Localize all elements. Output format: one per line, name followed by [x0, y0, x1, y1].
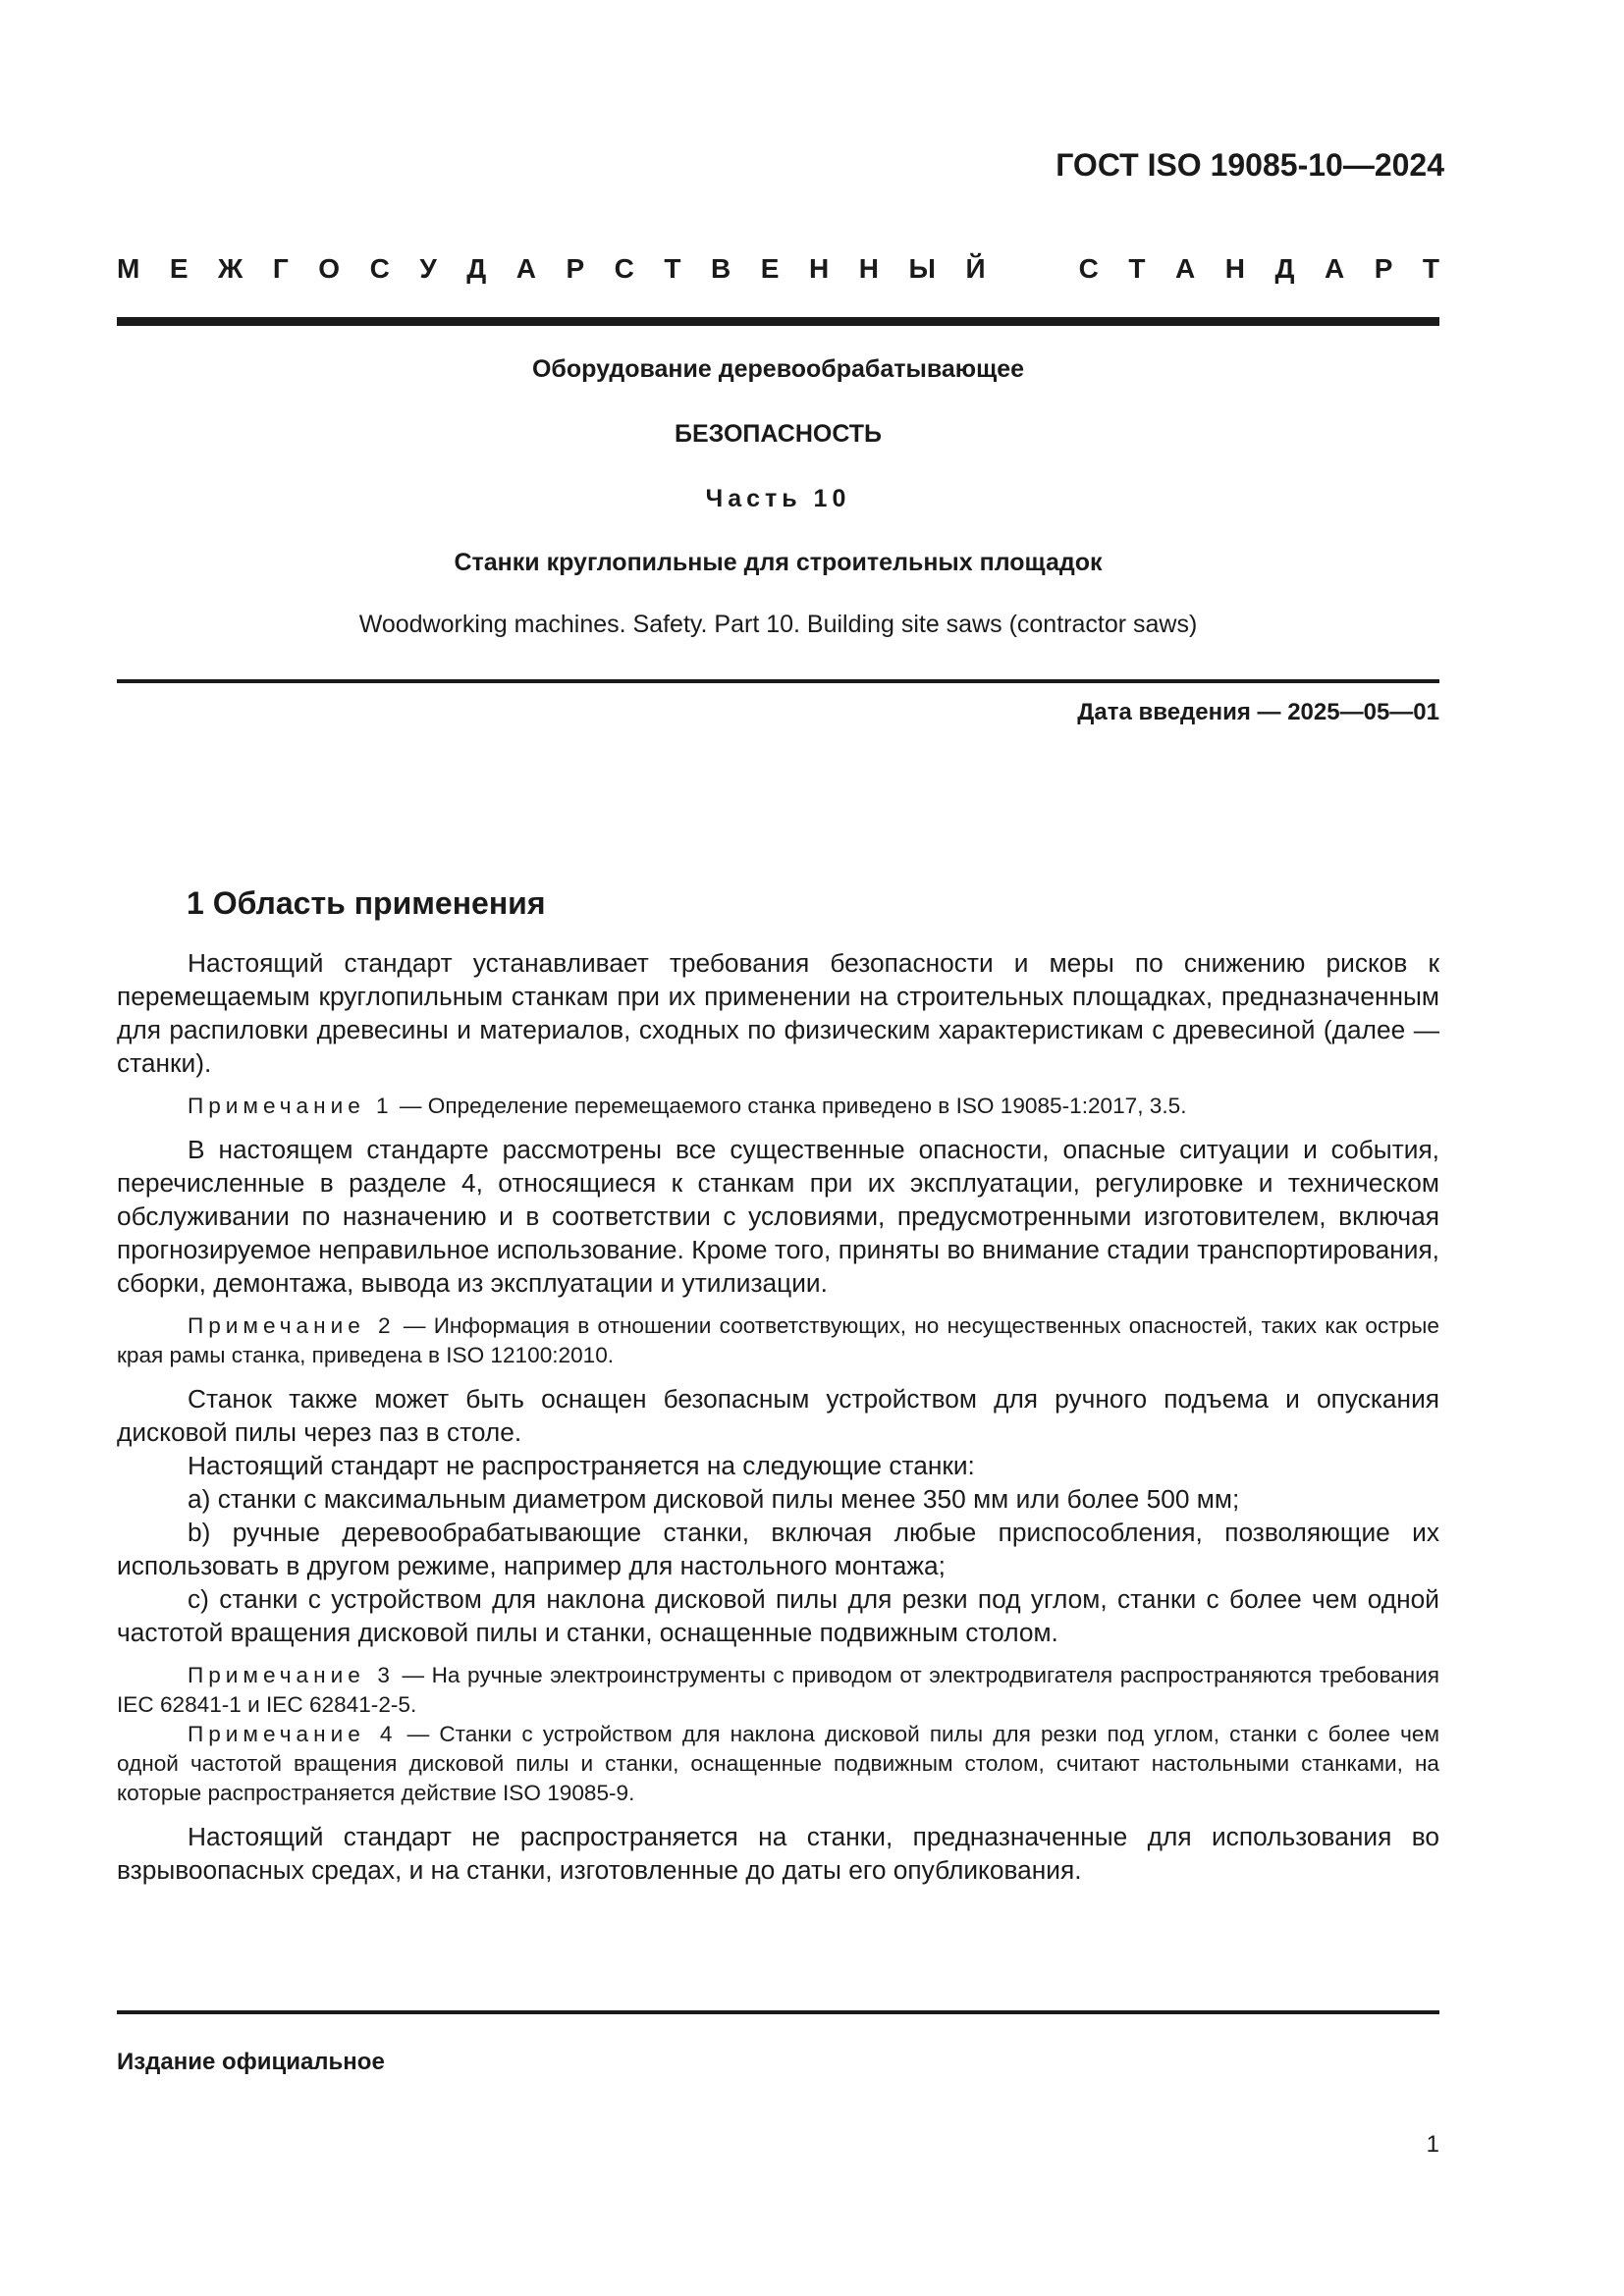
title-rule — [117, 679, 1439, 683]
list-item: a) станки с максимальным диаметром дисковой пилы менее 350 мм или более 500 мм; — [188, 1484, 1240, 1514]
banner-letter: У — [419, 253, 437, 284]
banner-letter: С — [614, 253, 634, 284]
footer-rule — [117, 2010, 1439, 2014]
banner-letter: Н — [1224, 253, 1245, 284]
banner-letter: А — [515, 253, 536, 284]
banner-letter: Е — [760, 253, 780, 284]
title-line-safety: БЕЗОПАСНОСТЬ — [674, 420, 883, 448]
banner-letter: С — [369, 253, 390, 284]
banner-letter: Т — [1422, 253, 1439, 284]
banner-letter: Ж — [218, 253, 244, 284]
banner-letter: А — [1324, 253, 1345, 284]
banner-letter: Й — [965, 253, 986, 284]
banner-letter: В — [711, 253, 731, 284]
paragraph: Настоящий стандарт не распространяется на станки, предназначенные для использования во взрывоопасных средах, и на станки, изготовленные до даты его опубликования. — [117, 1822, 1439, 1885]
title-line-equipment: Оборудование деревообрабатывающее — [531, 355, 1025, 383]
standard-type-banner — [117, 253, 1439, 285]
banner-letter: Т — [664, 253, 681, 284]
english-title: Woodworking machines. Safety. Part 10. Building site saws (contractor saws) — [358, 611, 1198, 638]
banner-letter: Д — [1274, 253, 1295, 284]
page-number: 1 — [1426, 2131, 1439, 2158]
banner-letter: Н — [858, 253, 879, 284]
title-line-machine: Станки круглопильные для строительных площадок — [454, 549, 1103, 576]
banner-letter: Н — [809, 253, 830, 284]
note: Примечание 1 — Определение перемещаемого станка приведено в ISO 19085-1:2017, 3.5. — [188, 1094, 1187, 1118]
list-item: b) ручные деревообрабатывающие станки, включая любые приспособления, позволяющие их использовать в другом режиме, например для настольного монтажа; — [117, 1518, 1439, 1580]
note: Примечание 3 — На ручные электроинструменты с приводом от электродвигателя распространяются требования IEC 62841-1 и IEC 62841-2-5. — [117, 1663, 1439, 1717]
section-body — [117, 946, 1439, 1887]
banner-letter: Р — [1374, 253, 1393, 284]
banner-letter: Ы — [908, 253, 936, 284]
paragraph: Станок также может быть оснащен безопасным устройством для ручного подъема и опускания дисковой пилы через паз в столе. — [117, 1384, 1439, 1447]
banner-letter: С — [1078, 253, 1099, 284]
banner-letter: М — [117, 253, 140, 284]
title-line-part: Часть 10 — [705, 485, 851, 512]
document-code: ГОСТ ISO 19085-10—2024 — [1056, 147, 1444, 183]
banner-letter: Е — [169, 253, 189, 284]
banner-letter: А — [1174, 253, 1196, 284]
paragraph: Настоящий стандарт не распространяется на следующие станки: — [188, 1451, 975, 1480]
word-gap — [1015, 253, 1049, 285]
banner-letter: Г — [272, 253, 289, 284]
paragraph: Настоящий стандарт устанавливает требования безопасности и меры по снижению рисков к перемещаемым круглопильным станкам при их применении на строительных площадках, предназначенным для распиловки древесины и материалов, сходных по физическим характеристикам с древесиной (далее — станки). — [117, 948, 1439, 1078]
section-heading: 1 Область применения — [187, 885, 546, 921]
note: Примечание 4 — Станки с устройством для наклона дисковой пилы для резки под углом, станки с более чем одной частотой вращения дисковой пилы и станки, оснащенные подвижным столом, считают настольными станками, на которые распространяется действие ISO 19085-9. — [117, 1722, 1439, 1805]
banner-letter: Д — [466, 253, 487, 284]
banner-letter: Т — [1128, 253, 1146, 284]
banner-letter: О — [318, 253, 341, 284]
header-rule — [117, 317, 1439, 326]
list-item: c) станки с устройством для наклона дисковой пилы для резки под углом, станки с более чем одной частотой вращения дисковой пилы и станки, оснащенные подвижным столом. — [117, 1584, 1439, 1647]
introduction-date: Дата введения — 2025—05—01 — [1077, 699, 1439, 725]
edition-label: Издание официальное — [117, 2049, 385, 2075]
banner-letter: Р — [566, 253, 585, 284]
paragraph: В настоящем стандарте рассмотрены все существенные опасности, опасные ситуации и события, перечисленные в разделе 4, относящиеся к станкам при их эксплуатации, регулировке и техническом обслуживании по назначению и в соответствии с условиями, предусмотренными изготовителем, включая прогнозируемое неправильное использование. Кроме того, приняты во внимание стадии транспортирования, сборки, демонтажа, вывода из эксплуатации и утилизации. — [117, 1135, 1439, 1298]
note: Примечание 2 — Информация в отношении соответствующих, но несущественных опасностей, таких как острые края рамы станка, приведена в ISO 12100:2010. — [117, 1313, 1439, 1367]
